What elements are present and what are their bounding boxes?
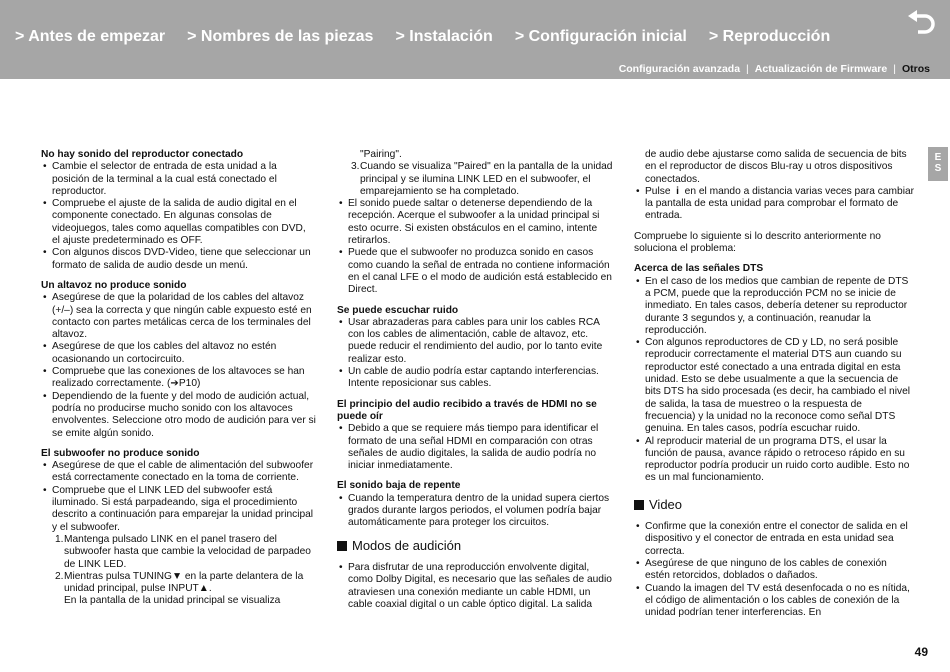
step-number: 2. [55,570,64,582]
subnav-otros[interactable]: Otros [901,63,930,75]
bullet-item: • Cuando la temperatura dentro de la unidad supera ciertos grados durante largos periodos, el volumen podría bajar automáticamente para proteger los circuitos. [337,493,615,530]
sub-navigation [619,63,930,75]
column-1 [41,149,316,608]
step-continuation: En la pantalla de la unidad principal se visualiza [64,595,281,607]
text: Pulse [645,185,671,197]
nav-nombres-de-las-piezas[interactable]: > Nombres de las piezas [187,28,374,45]
subnav-actualizacion-firmware[interactable]: Actualización de Firmware [754,63,888,75]
heading-no-sonido-reproductor: No hay sonido del reproductor conectado [41,149,244,160]
bullet-item: • Compruebe que las conexiones de los altavoces se han realizado correctamente. (➔P10) [41,366,316,391]
step-number: 1. [55,533,64,545]
bullet-item [634,186,914,223]
page-number: 49 [914,645,928,659]
nav-instalacion[interactable]: > Instalación [395,28,493,45]
back-arrow-icon[interactable] [906,10,936,36]
bullet-item: • Compruebe el ajuste de la salida de audio digital en el componente conectado. En algunas consolas de videojuegos, tales como aquellas compatibles con DVD, el ajuste predeterminado es OFF. [41,198,316,247]
nav-configuracion-inicial[interactable]: > Configuración inicial [514,28,687,45]
section-modos-audicion [337,537,615,553]
bullet-item: • Asegúrese de que la polaridad de los cables del altavoz (+/–) sea la correcta y que ningún cable expuesto esté en contacto con partes metálicas cerca de los terminales del altavoz. [41,292,316,341]
section-title: Video [649,496,683,512]
subnav-separator: | [893,63,896,75]
numbered-step [41,571,316,596]
bullet-item: • Dependiendo de la fuente y del modo de audición actual, podría no producirse mucho sonido con los altavoces envolventes. Seleccione otro modo de audición para ver si se emite algún sonido. [41,391,316,440]
language-tab-letter: S [934,163,942,174]
bullet-item: • Puede que el subwoofer no produzca sonido en casos como cuando la señal de entrada no contiene información en el canal LFE o el modo de audición está establecido en Direct. [337,247,615,296]
bullet-item: • Cuando la imagen del TV está desenfocada o no es nítida, el código de alimentación o los cables de conexión de la unidad podrían tener interferencias. En [634,583,914,620]
subnav-separator: | [746,63,749,75]
bullet-item: • Con algunos reproductores de CD y LD, no será posible reproducir correctamente el material DTS aun cuando su reproductor esté conectado a una entrada digital en esta unidad. Esto se debe usualmente a que la secuencia de bits DTS ha sido procesada (es decir, ha cambiado el nivel de salida, la tasa de muestreo o la respuesta de frecuencia) y la unidad no la reconoce como señal DTS genuina. En tales casos, podría escuchar ruido. [634,337,914,435]
top-navigation-bar [0,0,950,79]
main-nav [15,28,852,46]
bullet-item: • Cambie el selector de entrada de esta unidad a la posición de la terminal a la cual está conectado el reproductor. [41,161,316,198]
column-3 [634,149,914,619]
heading-altavoz-sin-sonido: Un altavoz no produce sonido [41,279,187,291]
heading-senales-dts: Acerca de las señales DTS [634,263,764,275]
bullet-item: • Asegúrese de que los cables del altavoz no estén ocasionando un cortocircuito. [41,341,316,366]
language-tab-letter: E [934,152,942,163]
step-number: 3. [351,161,360,173]
bullet-item: • Al reproducir material de un programa DTS, el usar la función de pausa, avance rápido o retroceso rápido en su reproductor podría producir un ruido corto audible. Esto no es un mal funcionamiento. [634,436,914,485]
bullet-item: • Asegúrese de que ninguno de los cables de conexión estén retorcidos, doblados o dañados. [634,558,914,583]
heading-ruido: Se puede escuchar ruido [337,304,459,316]
bullet-item: • Usar abrazaderas para cables para unir los cables RCA con los cables de alimentación, cable de altavoz, etc. puede reducir el rendimiento del audio, por lo tanto evite realizar esto. [337,317,615,366]
section-video [634,496,914,512]
subnav-configuracion-avanzada[interactable]: Configuración avanzada [618,63,741,75]
heading-principio-audio-hdmi: El principio del audio recibido a través de HDMI no se puede oír [337,398,597,422]
section-square-icon [337,541,347,551]
numbered-step [41,534,316,571]
text: en el mando a distancia varias veces para cambiar la pantalla de esta unidad para comprobar el formato de entrada. [645,185,915,222]
section-title: Modos de audición [352,537,462,553]
numbered-step [337,161,615,198]
bullet-item: • El sonido puede saltar o detenerse dependiendo de la recepción. Acerque el subwoofer a la unidad principal si esto ocurre. Si existen obstáculos en el camino, intente retirarlos. [337,198,615,247]
step-text: Mantenga pulsado LINK en el panel trasero del subwoofer hasta que cambie la velocidad de parpadeo de LINK LED. [64,533,311,570]
bullet-item: • En el caso de los medios que cambian de repente de DTS a PCM, puede que la reproducción PCM no se inicie de inmediato. En tales casos, debería detener su reproductor durante 3 segundos y, a continuación, reanudar la reproducción. [634,276,914,337]
bullet-item: • Compruebe que el LINK LED del subwoofer está iluminado. Si está parpadeando, siga el procedimiento descrito a continuación para emparejar la unidad principal y el subwoofer. [41,485,316,534]
info-button-icon: i [676,185,679,197]
step-text: Mientras pulsa TUNING▼ en la parte delantera de la unidad principal, pulse INPUT▲. [64,570,304,595]
bullet-item: • Asegúrese de que el cable de alimentación del subwoofer está correctamente conectado en la toma de corriente. [41,460,316,485]
bullet-item: • Para disfrutar de una reproducción envolvente digital, como Dolby Digital, es necesario que las señales de audio atraviesen una conexión mediante un cable HDMI, un cable coaxial digital o un cable óptico digital. La salida [337,562,615,611]
nav-antes-de-empezar[interactable]: > Antes de empezar [15,28,166,45]
bullet-item: • Debido a que se requiere más tiempo para identificar el formato de una señal HDMI en comparación con otras señales de audio digitales, la salida de audio podría no iniciar inmediatamente. [337,423,615,472]
bullet-item: • Con algunos discos DVD-Video, tiene que seleccionar un formato de salida de audio desde un menú. [41,247,316,272]
language-tab[interactable] [928,147,948,181]
column-2 [337,149,615,611]
paragraph: Compruebe lo siguiente si lo descrito anteriormente no soluciona el problema: [634,230,881,255]
heading-sonido-baja: El sonido baja de repente [337,480,461,492]
nav-reproduccion[interactable]: > Reproducción [708,28,831,45]
section-square-icon [634,500,644,510]
step-continuation: "Pairing". [360,149,402,160]
heading-subwoofer-sin-sonido: El subwoofer no produce sonido [41,447,200,459]
bullet-continuation: de audio debe ajustarse como salida de secuencia de bits en el reproductor de discos Blu-ray u otros dispositivos conectados. [645,149,907,185]
bullet-item: • Un cable de audio podría estar captando interferencias. Intente reposicionar sus cables. [337,366,615,391]
step-text: Cuando se visualiza "Paired" en la pantalla de la unidad principal y se ilumina LINK LED en el subwoofer, el emparejamiento se ha completado. [360,161,613,197]
bullet-item: • Confirme que la conexión entre el conector de salida en el dispositivo y el conector de entrada en esta unidad sea correcta. [634,521,914,558]
